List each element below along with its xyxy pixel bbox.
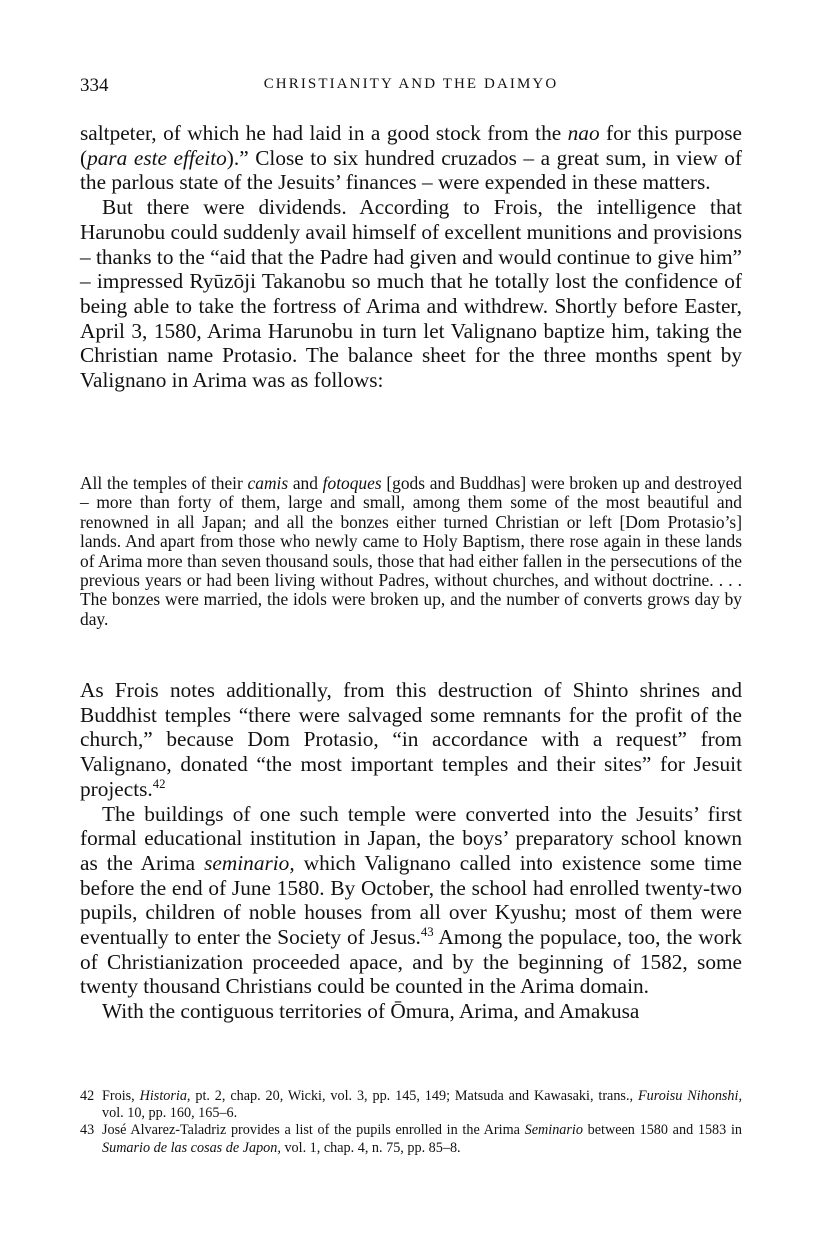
paragraph-contiguous: With the contiguous territories of Ōmura, Arima, and Amakusa xyxy=(102,999,640,1024)
running-title: CHRISTIANITY AND THE DAIMYO xyxy=(263,76,559,92)
body-text-bottom xyxy=(80,678,742,1024)
italic-para-este-effeito: para este effeito xyxy=(87,145,227,170)
paragraph-frois-notes: As Frois notes additionally, from this destruction of Shinto shrines and Buddhist temples “there were salvaged some remnants for the profit of the church,” because Dom Protasio, “in accordance with a request” from Valignano, donated “the most important temples and their sites” for Jesuit projects.$^{42}$ xyxy=(80,678,742,801)
paragraph-seminario: The buildings of one such temple were converted into the Jesuits’ first formal educational institution in Japan, the boys’ preparatory school known as the Arima seminario, which Valignano called into existence some time before the end of June 1580. By October, the school had enrolled twenty-two pupils, children of noble houses from all over Kyushu; most of them were eventually to enter the Society of Jesus.$^{43}$ Among the populace, too, the work of Christianization proceeded apace, and by the beginning of 1582, some twenty thousand Christians could be counted in the Arima domain. xyxy=(80,801,742,999)
paragraph-dividends: But there were dividends. According to Frois, the intelligence that Harunobu could suddenly avail himself of excellent munitions and provisions – thanks to the “aid that the Padre had given and would continue to give him” – impressed Ryūzōji Takanobu so much that he totally lost the confidence of being able to take the fortress of Arima and withdrew. Shortly before Easter, April 3, 1580, Arima Harunobu in turn let Valignano baptize him, taking the Christian name Protasio. The balance sheet for the three months spent by Valignano in Arima was as follows: xyxy=(80,195,742,393)
italic-seminario: seminario, xyxy=(204,850,295,875)
body-text-top xyxy=(80,121,742,393)
footnote-42: 42 Frois, Historia, pt. 2, chap. 20, Wicki, vol. 3, pp. 145, 149; Matsuda and Kawasaki, trans., Furoisu Nihonshi, vol. 10, pp. 160, 165–6. xyxy=(80,1088,743,1122)
note-ref-43: 43 xyxy=(420,924,434,939)
italic-camis: camis xyxy=(247,473,289,493)
running-head xyxy=(80,75,742,99)
book-page xyxy=(80,0,742,1254)
page-number: 334 xyxy=(80,75,109,96)
italic-nao: nao xyxy=(567,121,600,145)
block-quote: All the temples of their camis and fotoques [gods and Buddhas] were broken up and destroyed – more than forty of them, large and small, among them some of the most beautiful and renowned in all Japan; and all the bonzes either turned Christian or left [Dom Protasio’s] lands. And apart from those who newly came to Holy Baptism, there rose again in these lands of Arima more than seven thousand souls, those that had either fallen in the persecutions of the previous years or had been living without Padres, without churches, and without doctrine. . . . The bonzes were married, the idols were broken up, and the number of converts grows day by day. xyxy=(80,473,742,629)
footnote-number: 42 xyxy=(80,1088,95,1104)
footnote-43: 43 José Alvarez-Taladriz provides a list of the pupils enrolled in the Arima Seminario between 1580 and 1583 in Sumario de las cosas de Japon, vol. 1, chap. 4, n. 75, pp. 85–8. xyxy=(80,1122,742,1156)
footnote-number: 43 xyxy=(80,1122,95,1139)
italic-fotoques: fotoques xyxy=(322,473,382,493)
paragraph-saltpeter: saltpeter, of which he had laid in a good stock from the nao for this purpose (para este effeito).” Close to six hundred cruzados – a great sum, in view of the parlous state of the Jesuits’ finances – were expended in these matters. xyxy=(80,121,743,195)
note-ref-42: 42 xyxy=(152,776,166,791)
footnotes xyxy=(80,1088,742,1157)
